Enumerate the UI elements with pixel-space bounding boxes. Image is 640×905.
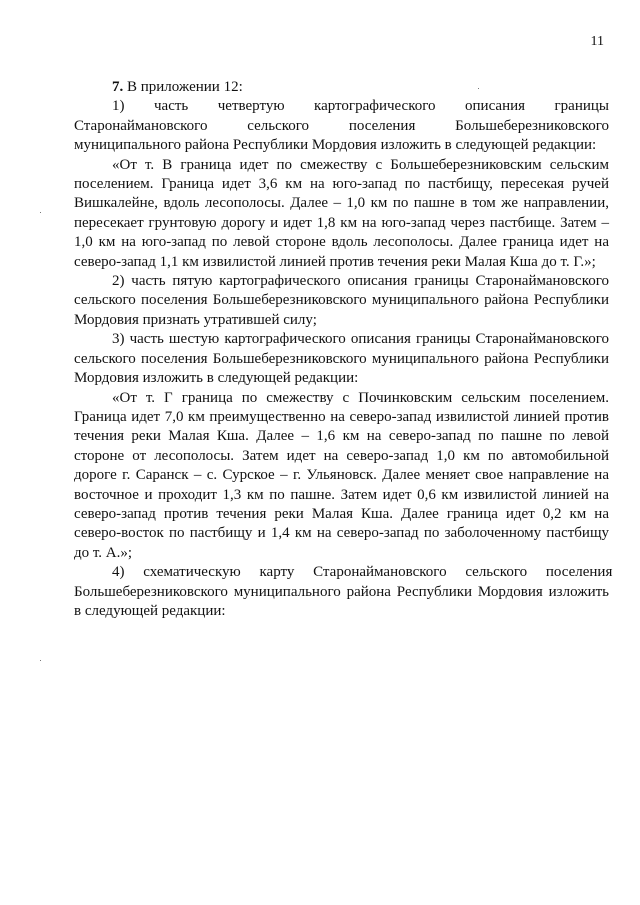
section-title: В приложении 12: xyxy=(127,79,243,95)
paragraph-item-4: 4) схематическую карту Старонаймановского сельского поселения Большеберезниковского муниципального района Республики Мордовия изложить в следующей редакции: xyxy=(74,564,613,619)
paragraph-quote-2: «От т. Г граница по смежеству с Починковским сельским поселением. Граница идет 7,0 км преимущественно на северо-запад извилистой линией против течения реки Малая Кша. Далее – 1,6 км на северо-запад по пашне по левой стороне от лесополосы. Затем идет на северо-запад 1,0 км по автомобильной дороге г. Саранск – с. Сурское – г. Ульяновск. Далее меняет свое направление на восточное и проходит 1,3 км по пашне. Затем идет 0,6 км извилистой линией на северо-запад против течения реки Малая Кша. Далее граница идет 0,2 км на северо-восток по пастбищу и 1,4 км на северо-запад по заболоченному пастбищу до т. А.»; xyxy=(74,389,609,561)
document-body xyxy=(74,78,613,621)
paragraph-item-2: 2) часть пятую картографического описания границы Старонаймановского сельского поселения Большеберезниковского муниципального района Республики Мордовия признать утратившей силу; xyxy=(74,273,609,328)
scan-speck xyxy=(40,212,41,213)
section-number: 7. xyxy=(112,79,124,95)
section-heading xyxy=(74,78,609,97)
page-number: 11 xyxy=(590,34,604,49)
scan-speck xyxy=(40,660,41,661)
paragraph-quote-1: «От т. В граница идет по смежеству с Большеберезниковским сельским поселением. Граница идет 3,6 км на юго-запад по пастбищу, пересекая ручей Вишкалейне, вдоль лесополосы. Далее – 1,0 км по пашне в том же направлении, пересекает грунтовую дорогу и идет 1,8 км на юго-запад через пастбище. Затем – 1,0 км на юго-запад по левой стороне вдоль лесополосы. Далее граница идет на северо-запад 1,1 км извилистой линией против течения реки Малая Кша до т. Г.»; xyxy=(74,156,609,270)
paragraph-item-3: 3) часть шестую картографического описания границы Старонаймановского сельского поселения Большеберезниковского муниципального района Республики Мордовия изложить в следующей редакции: xyxy=(74,331,609,387)
paragraph-item-1: 1) часть четвертую картографического описания границы Старонаймановского сельского поселения Большеберезниковского муниципального района Республики Мордовия изложить в следующей редакции: xyxy=(74,98,609,154)
